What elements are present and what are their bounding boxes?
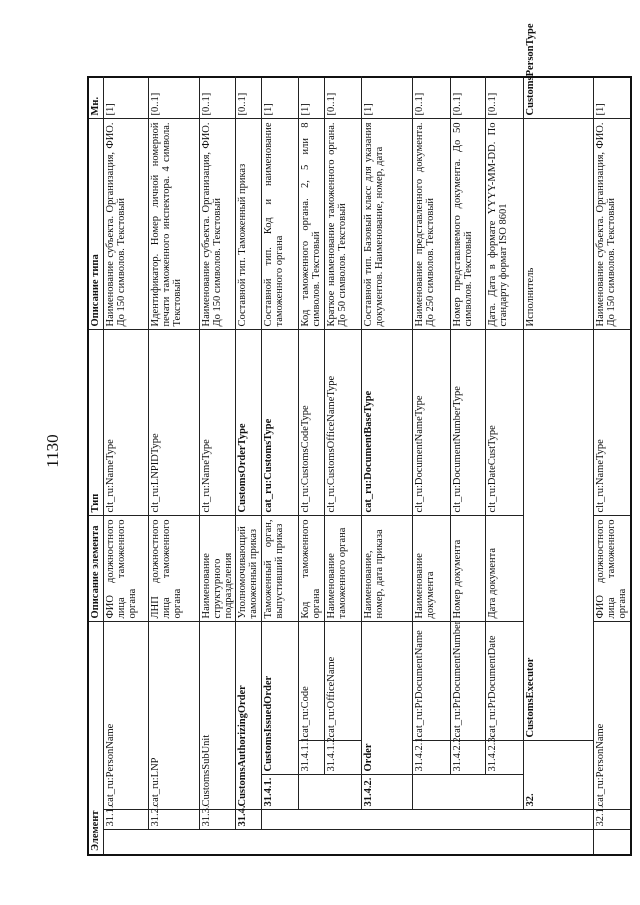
row-number: 31.4.2. [362,775,413,810]
header-type-description: Описание типа [88,119,104,330]
row-type: CustomsOrderType [236,330,261,516]
row-type-description: Код таможенного органа. 2, 5 или 8 символов. Текстовый [299,119,324,330]
row-multiplicity: [0..1] [413,77,451,119]
row-element: Order [362,622,413,775]
row-multiplicity: [1] [104,77,149,119]
row-type-description: Составной тип. Код и наименование таможенного органа [261,119,299,330]
row-element: CustomsSubUnit [199,622,236,810]
row-number: 32. [524,741,594,810]
row-type: clt_ru:NameType [594,330,631,516]
row-type-description: Номер представляемого документа. До 50 символов. Текстовый [450,119,486,330]
row-type-description: Наименование представленного документа. До 250 символов. Текстовый [413,119,451,330]
row-number: 31.2. [148,810,199,830]
table-row [524,77,594,855]
row-number: 31.4.1.2. [324,741,362,775]
table-header-row [88,77,104,855]
row-description: Номер документа [450,516,486,622]
row-multiplicity: [0..1] [486,77,524,119]
row-number: 31.4.2.1. [413,741,451,775]
row-multiplicity: [0..1] [148,77,199,119]
row-multiplicity: [1] [261,77,299,119]
row-description: Наименование таможенного органа [324,516,362,622]
table-row [199,77,236,855]
header-type: Тип [88,330,104,516]
row-type-description: Наименование субъекта. Организация, ФИО. До 150 символов. Текстовый [199,119,236,330]
row-element: cat_ru:Code [299,622,324,741]
row-multiplicity: [0..1] [324,77,362,119]
row-description: ФИО должностного лица таможенного органа [594,516,631,622]
table-row [594,77,631,855]
header-multiplicity: Мн. [88,77,104,119]
row-multiplicity: [1] [299,77,324,119]
row-element: CustomsAuthorizingOrder [236,622,261,810]
table-row [324,77,362,855]
row-number: 31.4.1.1. [299,741,324,775]
row-type-description: Краткое наименование таможенного органа. До 50 символов. Текстовый [324,119,362,330]
table-row [299,77,324,855]
row-description: Код таможенного органа [299,516,324,622]
row-description: Исполнитель [524,119,594,330]
row-element: cat_ru:LNP [148,622,199,810]
row-element: cat_ru:PrDocumentName [413,622,451,741]
row-description: Наименование, номер, дата приказа [362,516,413,622]
row-number: 31.4. [236,810,261,830]
row-type-description: Составной тип. Базовый класс для указания документов. Наименование, номер, дата [362,119,413,330]
row-type: clt_ru:LNPIDType [148,330,199,516]
row-number: 32.1. [594,810,631,830]
row-type: clt_ru:NameType [199,330,236,516]
element-table [87,23,632,856]
table-row [104,77,149,855]
page-number: 1130 [43,434,62,468]
row-element: CustomsIssuedOrder [261,622,299,775]
rotated-page [87,23,632,856]
row-number: 31.1. [104,810,149,830]
row-type: CustomsPersonType [524,77,594,119]
row-type-description: Идентификатор. Номер личной номерной печати таможенного инспектора. 4 символа. Текстовый [148,119,199,330]
row-type: clt_ru:DocumentNumberType [450,330,486,516]
row-description: Уполномочивающий таможенный приказ [236,516,261,622]
row-element: cat_ru:OfficeName [324,622,362,741]
row-number: 31.3. [199,810,236,830]
row-type: cat_ru:DocumentBaseType [362,330,413,516]
row-type: clt_ru:CustomsCodeType [299,330,324,516]
row-multiplicity: [0..1] [236,77,261,119]
row-element: cat_ru:PrDocumentDate [486,622,524,741]
row-type: clt_ru:NameType [104,330,149,516]
row-type: clt_ru:DocumentNameType [413,330,451,516]
row-description: Таможенный орган, выпустивший приказ [261,516,299,622]
row-multiplicity: [0..1] [199,77,236,119]
row-type-description: Дата. Дата в формате YYYY-MM-DD. По стандарту формат ISO 8601 [486,119,524,330]
table-row [413,77,451,855]
row-type-description: Наименование субъекта. Организация, ФИО. До 150 символов. Текстовый [594,119,631,330]
table-row [486,77,524,855]
row-number: 31.4.2.3. [486,741,524,775]
row-description: Наименование документа [413,516,451,622]
header-description: Описание элемента [88,516,104,622]
table-row [236,77,261,855]
row-type-description: Наименование субъекта. Организация, ФИО. До 150 символов. Текстовый [104,119,149,330]
row-element: CustomsExecutor [524,330,594,741]
row-type-description: Составной тип. Таможенный приказ [236,119,261,330]
row-description: Дата документа [486,516,524,622]
row-description: ФИО должностного лица таможенного органа [104,516,149,622]
row-element: cat_ru:PrDocumentNumber [450,622,486,741]
header-element: Элемент [88,622,104,855]
row-number: 31.4.1. [261,775,299,810]
table-row [362,77,413,855]
row-description: Наименование структурного подразделения [199,516,236,622]
row-multiplicity: [1] [594,77,631,119]
table-row [148,77,199,855]
row-element: cat_ru:PersonName [594,622,631,810]
row-element: cat_ru:PersonName [104,622,149,810]
row-multiplicity: [0..1] [450,77,486,119]
row-type: clt_ru:CustomsOfficeNameType [324,330,362,516]
row-description: ЛНП должностного лица таможенного органа [148,516,199,622]
row-multiplicity: [1] [362,77,413,119]
row-number: 31.4.2.2. [450,741,486,775]
row-type: clt_ru:DateCustType [486,330,524,516]
row-type: cat_ru:CustomsType [261,330,299,516]
table-row [450,77,486,855]
table-row [261,77,299,855]
